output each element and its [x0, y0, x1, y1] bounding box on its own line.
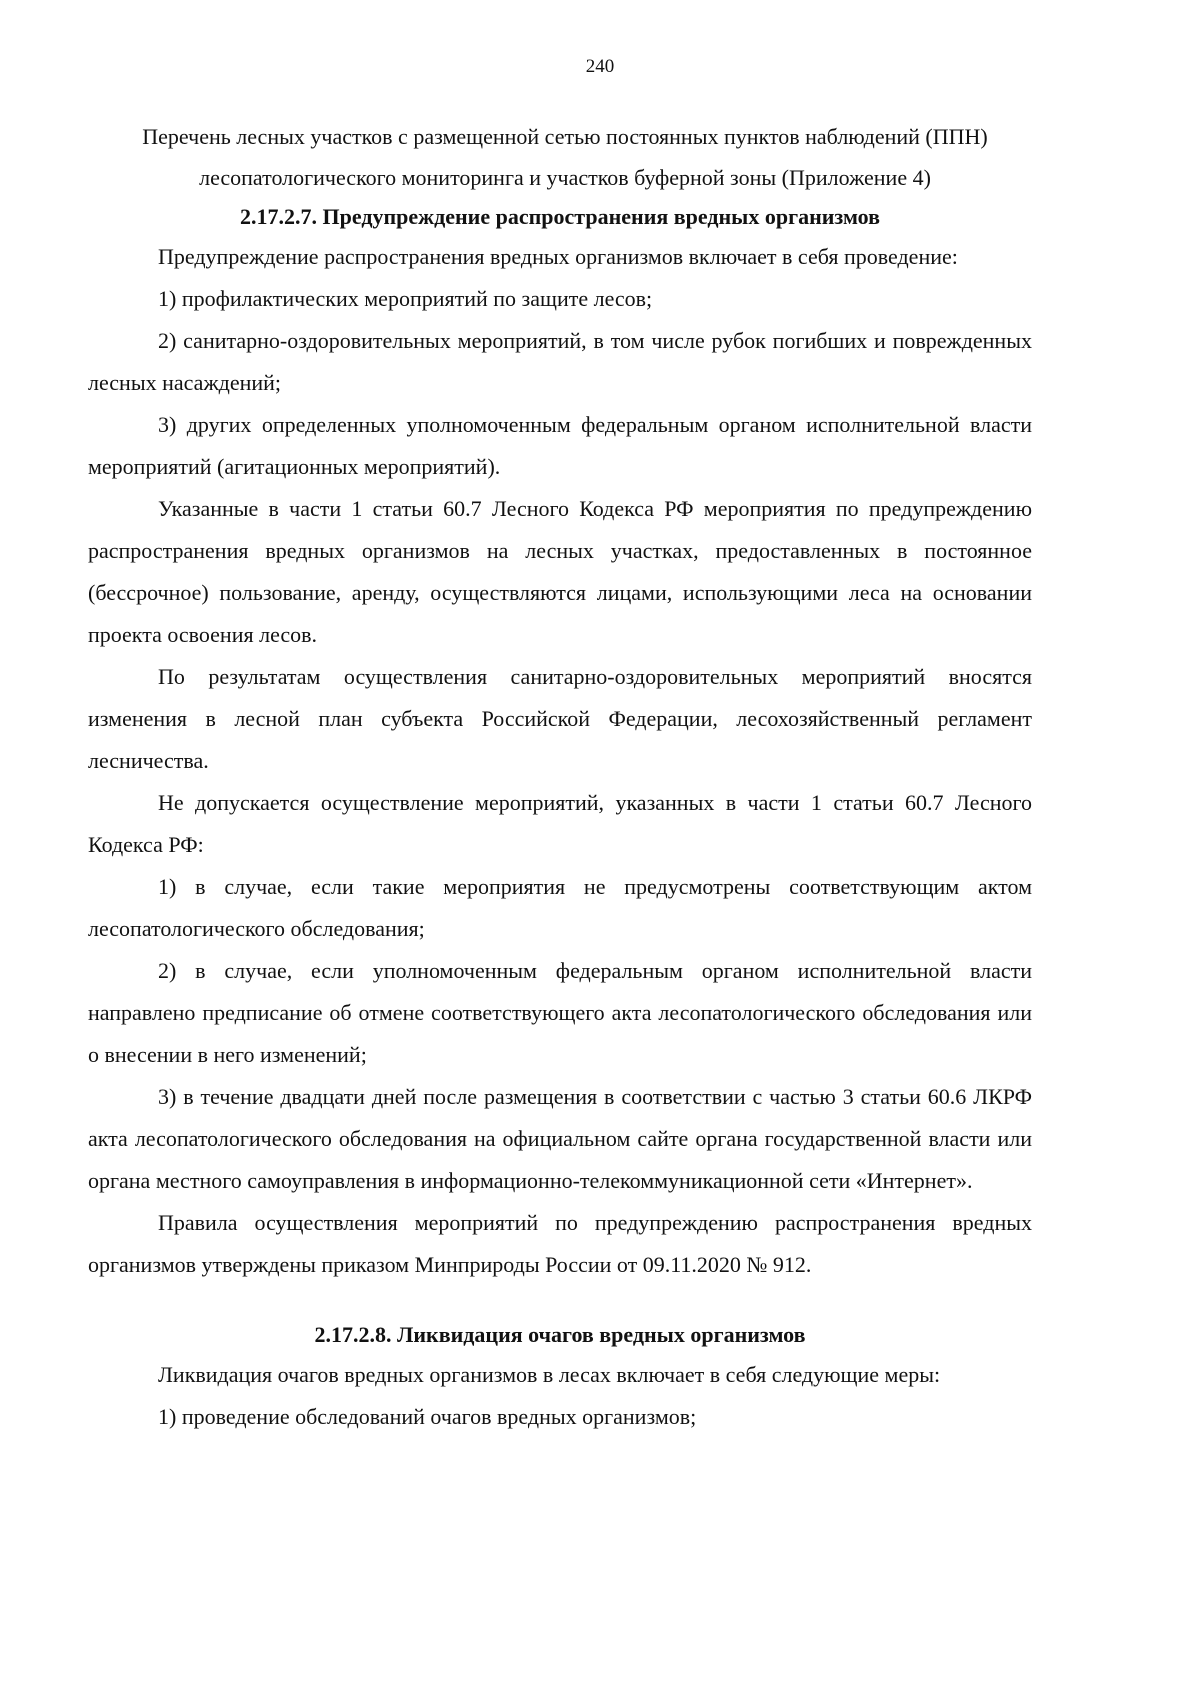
paragraph: Не допускается осуществление мероприятий, указанных в части 1 статьи 60.7 Лесного Кодекса РФ: — [88, 790, 1032, 857]
section-heading-2-17-2-7: 2.17.2.7. Предупреждение распространения вредных организмов — [240, 204, 880, 229]
appendix-caption: Перечень лесных участков с размещенной сетью постоянных пунктов наблюдений (ППН) лесопатологического мониторинга и участков буферной зоны (Приложение 4) — [142, 124, 988, 190]
paragraph: Указанные в части 1 статьи 60.7 Лесного Кодекса РФ мероприятия по предупреждению распространения вредных организмов на лесных участках, предоставленных в постоянное (бессрочное) пользование, аренду, осуществляются лицами, использующими леса на основании проекта освоения лесов. — [88, 496, 1032, 647]
paragraph: Ликвидация очагов вредных организмов в лесах включает в себя следующие меры: — [158, 1362, 941, 1387]
paragraph: По результатам осуществления санитарно-оздоровительных мероприятий вносятся изменения в лесной план субъекта Российской Федерации, лесохозяйственный регламент лесничества. — [88, 664, 1032, 773]
section-heading-2-17-2-8: 2.17.2.8. Ликвидация очагов вредных организмов — [314, 1322, 806, 1347]
list-item: 1) в случае, если такие мероприятия не предусмотрены соответствующим актом лесопатологического обследования; — [88, 874, 1032, 941]
page-number: 240 — [585, 56, 615, 77]
list-item: 3) в течение двадцати дней после размещения в соответствии с частью 3 статьи 60.6 ЛКРФ акта лесопатологического обследования на официальном сайте органа государственной власти или органа местного самоуправления в информационно-телекоммуникационной сети «Интернет». — [88, 1084, 1032, 1193]
list-item: 3) других определенных уполномоченным федеральным органом исполнительной власти мероприятий (агитационных мероприятий). — [88, 412, 1032, 479]
paragraph: Предупреждение распространения вредных организмов включает в себя проведение: — [158, 244, 958, 269]
list-item: 1) проведение обследований очагов вредных организмов; — [158, 1404, 697, 1429]
paragraph: Правила осуществления мероприятий по предупреждению распространения вредных организмов утверждены приказом Минприроды России от 09.11.2020 № 912. — [88, 1210, 1032, 1277]
list-item: 2) санитарно-оздоровительных мероприятий, в том числе рубок погибших и поврежденных лесных насаждений; — [88, 328, 1032, 395]
list-item: 1) профилактических мероприятий по защите лесов; — [158, 286, 653, 311]
list-item: 2) в случае, если уполномоченным федеральным органом исполнительной власти направлено предписание об отмене соответствующего акта лесопатологического обследования или о внесении в него изменений; — [88, 958, 1032, 1067]
